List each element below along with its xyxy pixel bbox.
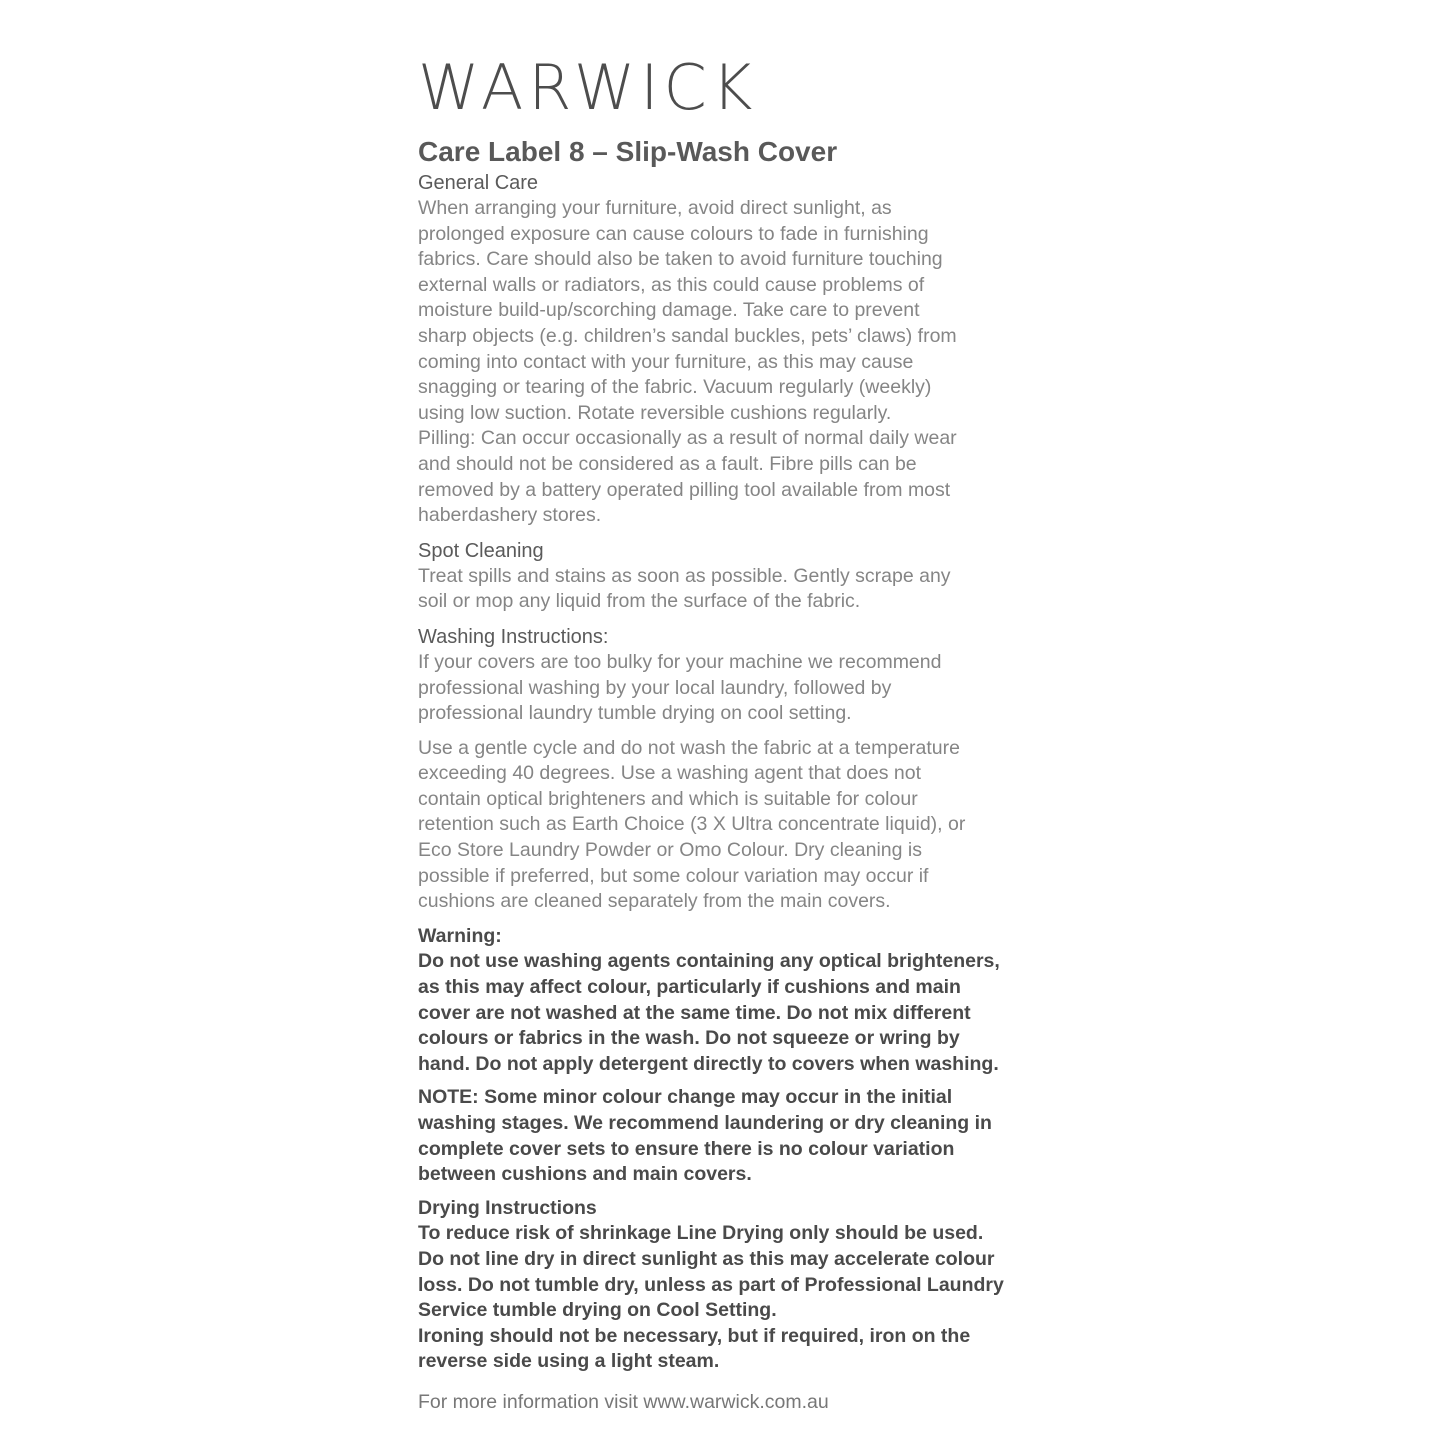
note-section [418, 1085, 1048, 1187]
brand-logo: WARWICK [418, 51, 758, 124]
warning-section [418, 924, 1048, 1078]
drying-section [418, 1196, 1048, 1375]
drying-text: To reduce risk of shrinkage Line Drying only should be used. Do not line dry in direct sunlight as this may accelerate colour loss. Do not tumble dry, unless as part of Professional Laundry Service tumble drying on Cool Setting. Ironing should not be necessary, but if required, iron on the reverse side using a light steam. [418, 1222, 1004, 1373]
spot-cleaning-text: Treat spills and stains as soon as possible. Gently scrape any soil or mop any liquid from the surface of the fabric. [418, 564, 951, 613]
note-text: NOTE: Some minor colour change may occur in the initial washing stages. We recommend laundering or dry cleaning in complete cover sets to ensure there is no colour variation between cushions and main covers. [418, 1086, 992, 1186]
general-care-heading: General Care [418, 172, 539, 194]
page-title: Care Label 8 – Slip-Wash Cover [418, 136, 838, 167]
washing-section [418, 624, 1048, 915]
washing-heading: Washing Instructions: [418, 625, 609, 648]
footer-info: For more information visit www.warwick.com.au [418, 1390, 829, 1413]
warning-heading: Warning: [418, 924, 502, 947]
drying-heading: Drying Instructions [418, 1196, 597, 1219]
spot-cleaning-heading: Spot Cleaning [418, 539, 544, 562]
general-care-section [418, 170, 1048, 529]
washing-text-2: Use a gentle cycle and do not wash the fabric at a temperature exceeding 40 degrees. Use a washing agent that does not contain optical brighteners and which is suitable for colour retention such as Earth Choice (3 X Ultra concentrate liquid), or Eco Store Laundry Powder or Omo Colour. Dry cleaning is possible if preferred, but some colour variation may occur if cushions are cleaned separately from the main covers. [418, 736, 966, 913]
washing-text-1: If your covers are too bulky for your machine we recommend professional washing by your local laundry, followed by professional laundry tumble drying on cool setting. [418, 650, 942, 725]
warning-text: Do not use washing agents containing any optical brighteners, as this may affect colour, particularly if cushions and main cover are not washed at the same time. Do not mix different colours or fabrics in the wash. Do not squeeze or wring by hand. Do not apply detergent directly to covers when washing. [418, 950, 1000, 1075]
care-label [418, 52, 1048, 1415]
general-care-text: When arranging your furniture, avoid direct sunlight, as prolonged exposure can cause colours to fade in furnishing fabrics. Care should also be taken to avoid furniture touching external walls or radiators, as this could cause problems of moisture build-up/scorching damage. Take care to prevent sharp objects (e.g. children’s sandal buckles, pets’ claws) from coming into contact with your furniture, as this may cause snagging or tearing of the fabric. Vacuum regularly (weekly) using low suction. Rotate reversible cushions regularly. Pilling: Can occur occasionally as a result of normal daily wear and should not be considered as a fault. Fibre pills can be removed by a battery operated pilling tool available from most haberdashery stores. [418, 197, 957, 527]
spot-cleaning-section [418, 538, 1048, 615]
